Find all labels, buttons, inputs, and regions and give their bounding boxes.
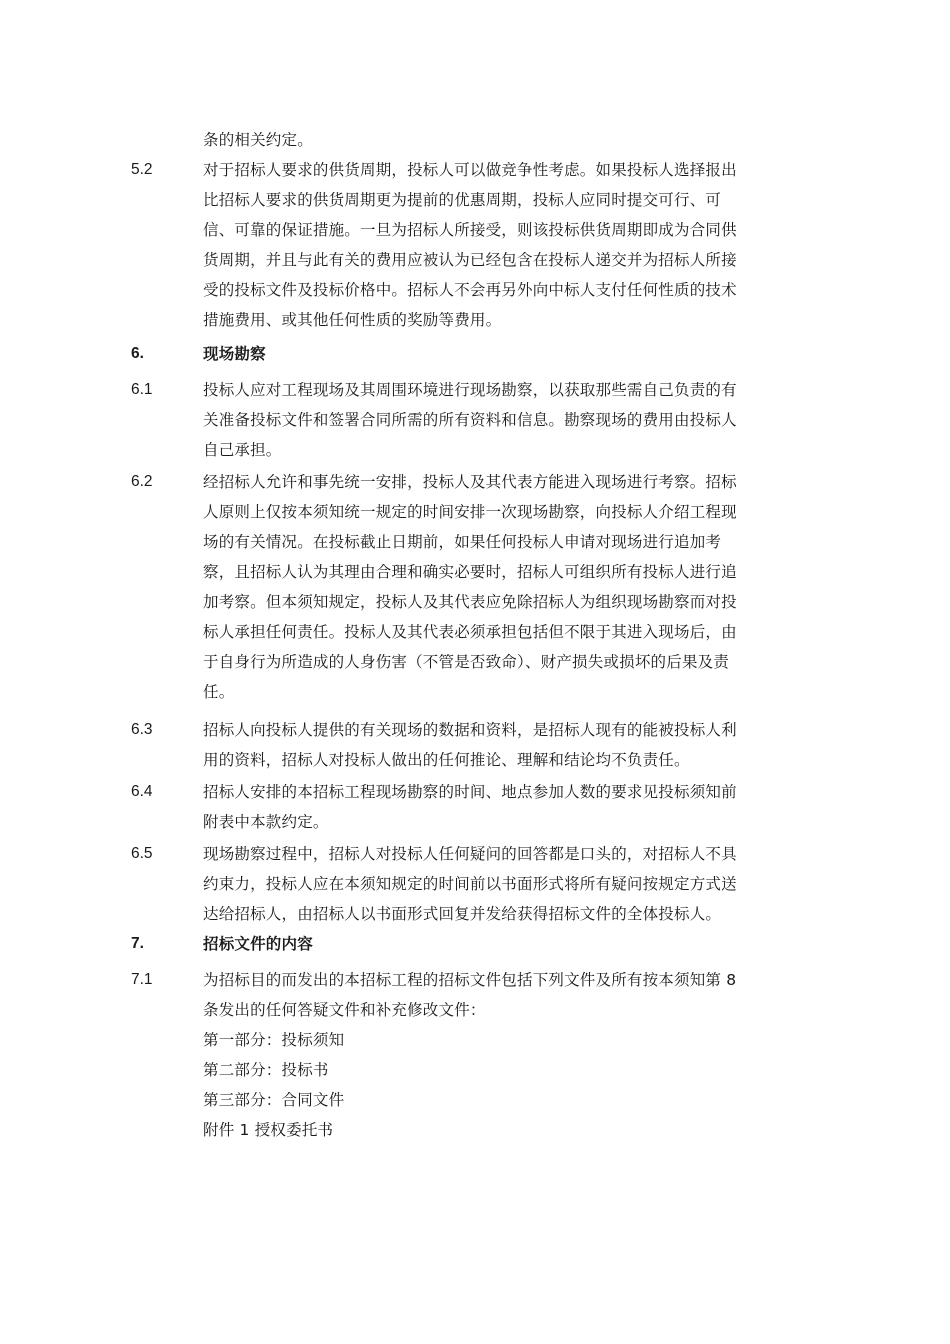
- clause-text: [203, 715, 778, 775]
- text-line: 招标人向投标人提供的有关现场的数据和资料，是招标人现有的能被投标人利: [203, 721, 737, 739]
- clause-text: [203, 155, 778, 335]
- clause-number: 6.5: [131, 845, 153, 862]
- section-title: 现场勘察: [203, 345, 266, 363]
- clause-number: 7.1: [131, 971, 153, 988]
- text-line: 经招标人允许和事先统一安排，投标人及其代表方能进入现场进行考察。招标: [203, 473, 737, 491]
- paragraph-text: [203, 125, 778, 155]
- text-line: 场的有关情况。在投标截止日期前，如果任何投标人申请对现场进行追加考: [203, 533, 722, 551]
- text-line: 约束力，投标人应在本须知规定的时间前以书面形式将所有疑问按规定方式送: [203, 875, 737, 893]
- clause-text: [203, 467, 778, 707]
- text-line: 标人承担任何责任。投标人及其代表必须承担包括但不限于其进入现场后，由: [203, 623, 737, 641]
- text-line: 现场勘察过程中，招标人对投标人任何疑问的回答都是口头的，对招标人不具: [203, 845, 737, 863]
- list-item: 第一部分：投标须知: [203, 1031, 345, 1049]
- text-line: 于自身行为所造成的人身伤害（不管是否致命）、财产损失或损坏的后果及责: [203, 653, 730, 671]
- text-line: 比招标人要求的供货周期更为提前的优惠周期，投标人应同时提交可行、可: [203, 191, 722, 209]
- list-item: 第三部分：合同文件: [203, 1091, 345, 1109]
- text-line: 关准备投标文件和签署合同所需的所有资料和信息。勘察现场的费用由投标人: [203, 411, 737, 429]
- section-number: 7.: [131, 935, 144, 952]
- text-line: 措施费用、或其他任何性质的奖励等费用。: [203, 311, 502, 329]
- text-line: 人原则上仅按本须知统一规定的时间安排一次现场勘察，向投标人介绍工程现: [203, 503, 737, 521]
- clause-text: [203, 965, 778, 1145]
- clause-text: [203, 375, 778, 465]
- text-line: 条的相关约定。: [203, 131, 313, 149]
- clause-number: 6.3: [131, 721, 153, 738]
- text-line: 加考察。但本须知规定，投标人及其代表应免除招标人为组织现场勘察而对投: [203, 593, 737, 611]
- text-line: 达给招标人，由招标人以书面形式回复并发给获得招标文件的全体投标人。: [203, 905, 722, 923]
- text-line: 受的投标文件及投标价格中。招标人不会再另外向中标人支付任何性质的技术: [203, 281, 737, 299]
- section-title: 招标文件的内容: [203, 935, 313, 953]
- section-number: 6.: [131, 345, 144, 362]
- text-line: 对于招标人要求的供货周期，投标人可以做竞争性考虑。如果投标人选择报出: [203, 161, 737, 179]
- text-line: 自己承担。: [203, 441, 282, 459]
- clause-text: [203, 839, 778, 929]
- text-line: 用的资料，招标人对投标人做出的任何推论、理解和结论均不负责任。: [203, 751, 690, 769]
- list-item: 第二部分：投标书: [203, 1061, 329, 1079]
- text-line: 信、可靠的保证措施。一旦为招标人所接受，则该投标供货周期即成为合同供: [203, 221, 737, 239]
- text-line: 任。: [203, 683, 235, 701]
- text-line: 察，且招标人认为其理由合理和确实必要时，招标人可组织所有投标人进行追: [203, 563, 737, 581]
- clause-text: [203, 777, 778, 837]
- text-line: 招标人安排的本招标工程现场勘察的时间、地点参加人数的要求见投标须知前: [203, 783, 737, 801]
- clause-number: 6.2: [131, 473, 153, 490]
- clause-number: 5.2: [131, 161, 153, 178]
- text-line: 货周期，并且与此有关的费用应被认为已经包含在投标人递交并为招标人所接: [203, 251, 737, 269]
- clause-number: 6.1: [131, 381, 153, 398]
- clause-number: 6.4: [131, 783, 153, 800]
- text-line: 附表中本款约定。: [203, 813, 329, 831]
- text-line: 条发出的任何答疑文件和补充修改文件：: [203, 1001, 486, 1019]
- text-line: 投标人应对工程现场及其周围环境进行现场勘察，以获取那些需自己负责的有: [203, 381, 737, 399]
- list-item: 附件 1 授权委托书: [203, 1121, 334, 1139]
- text-line: 为招标目的而发出的本招标工程的招标文件包括下列文件及所有按本须知第 8: [203, 971, 737, 989]
